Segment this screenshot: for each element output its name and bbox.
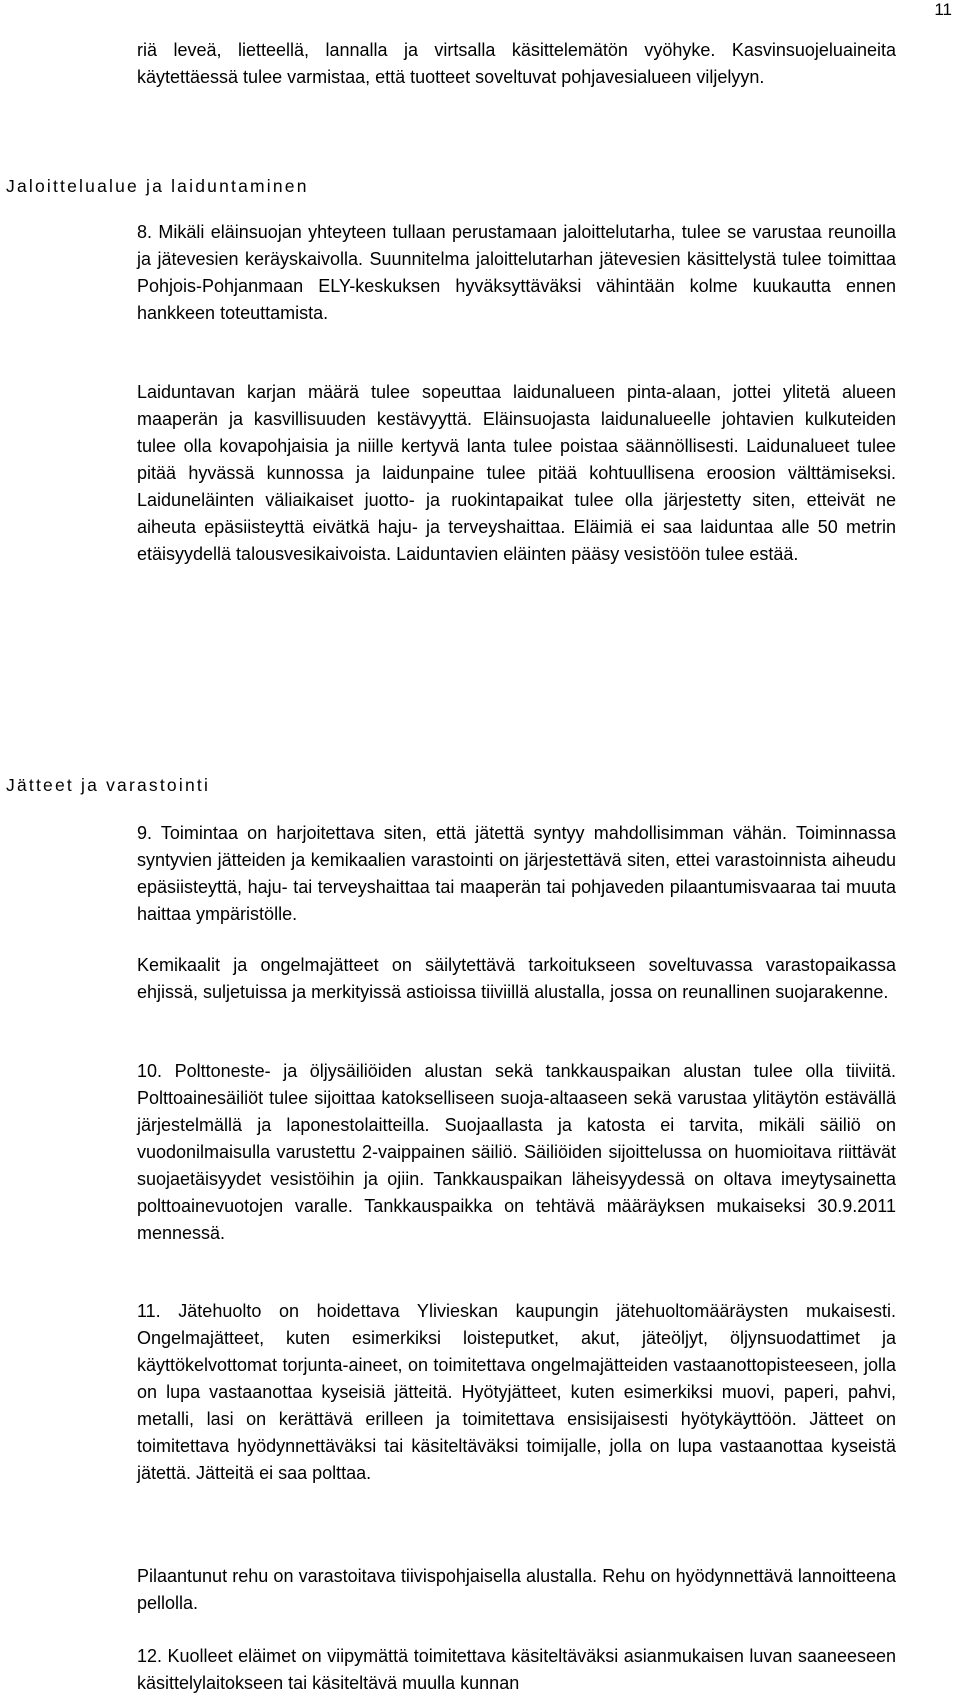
paragraph-item-8: 8. Mikäli eläinsuojan yhteyteen tullaan perustamaan jaloittelutarha, tulee se varustaa reunoilla ja jätevesien keräyskaivolla. Suunnitelma jaloittelutarhan jätevesien käsittelystä tulee toimittaa Pohjois-Pohjanmaan ELY-keskuksen hyväksyttäväksi vähintään kolme kuukautta ennen hankkeen toteuttamista. <box>137 222 896 323</box>
paragraph-laidunnus: Laiduntavan karjan määrä tulee sopeuttaa laidunalueen pinta-alaan, jottei ylitetä alueen maaperän ja kasvillisuuden kestävyyttä. Eläinsuojasta laidunalueelle johtavien kulkuteiden tulee olla kovapohjaisia ja niille kertyvä lanta tulee poistaa säännöllisesti. Laidunalueet tulee pitää hyvässä kunnossa ja laidunpaine tulee pitää kohtuullisena eroosion välttämiseksi. Laiduneläinten väliaikaiset juotto- ja ruokintapaikat tulee olla järjestetty siten, etteivät ne aiheuta epäsiisteyttä eivätkä haju- ja terveyshaittaa. Eläimiä ei saa laiduntaa alle 50 metrin etäisyydellä talousvesikaivoista. Laiduntavien eläinten pääsy vesistöön tulee estää. <box>137 382 896 564</box>
paragraph-item-9: 9. Toimintaa on harjoitettava siten, että jätettä syntyy mahdollisimman vähän. Toiminnassa syntyvien jätteiden ja kemikaalien varastointi on järjestettävä siten, ettei varastoinnista aiheudu epäsiisteyttä, haju- tai terveyshaittaa tai maaperän tai pohjaveden pilaantumisvaaraa tai muuta haittaa ympäristölle. <box>137 823 896 924</box>
intro-paragraph: riä leveä, lietteellä, lannalla ja virtsalla käsittelemätön vyöhyke. Kasvinsuojeluaineita käytettäessä tulee varmistaa, että tuotteet soveltuvat pohjavesialueen viljelyyn. <box>137 40 896 87</box>
paragraph-item-12: 12. Kuolleet eläimet on viipymättä toimitettava käsiteltäväksi asianmukaisen luvan saaneeseen käsittelylaitokseen tai käsiteltävä muulla kunnan <box>137 1646 896 1693</box>
section-heading-jaloittelu: Jaloittelualue ja laiduntaminen <box>6 176 309 196</box>
page-number: 11 <box>934 0 952 19</box>
paragraph-item-10: 10. Polttoneste- ja öljysäiliöiden alustan sekä tankkauspaikan alustan tulee olla tiiviitä. Polttoainesäiliöt tulee sijoittaa katokselliseen suoja-altaaseen sekä varustaa ylitäytön estävällä järjestelmällä ja laponestolaitteilla. Suojaallasta ja katosta ei tarvita, mikäli säiliö on vuodonilmaisulla varustettu 2-vaippainen säiliö. Säiliöiden sijoittelussa on huomioitava riittävät suojaetäisyydet vesistöihin ja ojiin. Tankkauspaikan läheisyydessä on oltava imeytysainetta polttoainevuotojen varalle. Tankkauspaikka on tehtävä määräyksen mukaiseksi 30.9.2011 mennessä. <box>137 1061 896 1243</box>
paragraph-item-11: 11. Jätehuolto on hoidettava Ylivieskan kaupungin jätehuoltomääräysten mukaisesti. Ongelmajätteet, kuten esimerkiksi loisteputket, akut, jäteöljyt, öljynsuodattimet ja käyttökelvottomat torjunta-aineet, on toimitettava ongelmajätteiden vastaanottopisteeseen, jolla on lupa vastaanottaa kyseisiä jätteitä. Hyötyjätteet, kuten esimerkiksi muovi, paperi, pahvi, metalli, lasi on kerättävä erilleen ja toimitettava ensisijaisesti hyötykäyttöön. Jätteet on toimitettava hyödynnettäväksi tai käsiteltäväksi toimijalle, jolla on lupa vastaanottaa kyseistä jätettä. Jätteitä ei saa polttaa. <box>137 1301 896 1483</box>
section-heading-jatteet: Jätteet ja varastointi <box>6 775 211 795</box>
paragraph-rehu: Pilaantunut rehu on varastoitava tiivispohjaisella alustalla. Rehu on hyödynnettävä lannoitteena pellolla. <box>137 1566 896 1613</box>
paragraph-kemikaalit: Kemikaalit ja ongelmajätteet on säilytettävä tarkoitukseen soveltuvassa varastopaikassa ehjissä, suljetuissa ja merkityissä astioissa tiiviillä alustalla, jossa on reunallinen suojarakenne. <box>137 955 896 1002</box>
